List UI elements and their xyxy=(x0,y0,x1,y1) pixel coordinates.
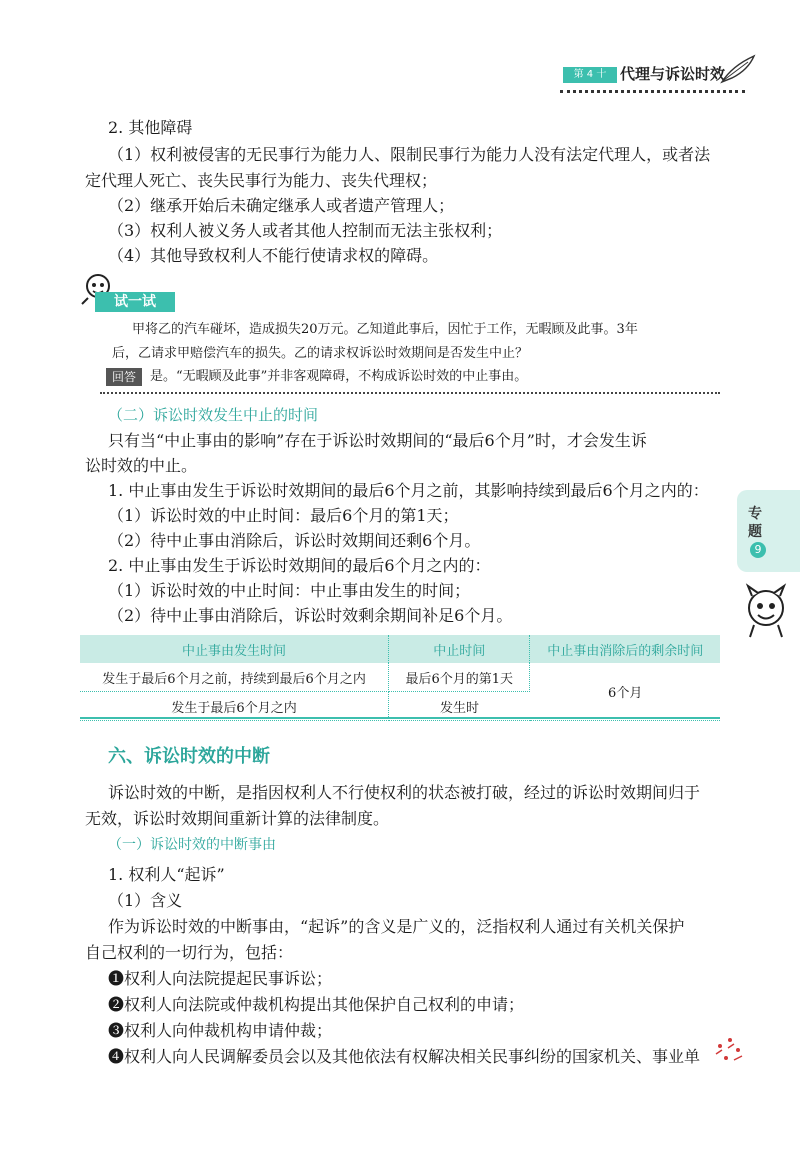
list-item: ❷权利人向法院或仲裁机构提出其他保护自己权利的申请； xyxy=(108,995,525,1014)
paragraph-line: 只有当“中止事由的影响”存在于诉讼时效期间的“最后6个月”时，才会发生诉 xyxy=(108,431,647,450)
header-divider xyxy=(560,90,745,93)
subsection-heading: （二）诉讼时效发生中止的时间 xyxy=(108,406,319,424)
list-item: ❶权利人向法院提起民事诉讼； xyxy=(108,969,333,988)
table-bottom-rule xyxy=(80,717,720,719)
table-cell: 最后6个月的第1天 xyxy=(389,663,530,692)
table-row xyxy=(80,663,720,692)
chapter-chip: 第 4 十 xyxy=(563,67,617,83)
paragraph-line: 1. 权利人“起诉” xyxy=(108,865,225,884)
paragraph-line: 定代理人死亡、丧失民事行为能力、丧失代理权； xyxy=(85,171,438,190)
paragraph-line: 诉讼时效的中断，是指因权利人不行使权利的状态被打破，经过的诉讼时效期间归于 xyxy=(108,783,701,802)
table-cell: 发生于最后6个月之内 xyxy=(80,692,389,721)
table-header-cell: 中止事由消除后的剩余时间 xyxy=(530,635,720,663)
feather-icon xyxy=(718,52,758,86)
paragraph-line: （3）权利人被义务人或者其他人控制而无法主张权利； xyxy=(108,221,503,240)
decorative-stamp-icon xyxy=(708,1032,750,1068)
answer-label: 回答 xyxy=(106,368,142,386)
paragraph-line: （1）含义 xyxy=(108,891,183,910)
section-heading: 2. 其他障碍 xyxy=(108,118,193,137)
paragraph-line: （1）诉讼时效的中止时间：最后6个月的第1天； xyxy=(108,506,459,525)
paragraph-line: 自己权利的一切行为，包括： xyxy=(85,943,294,962)
table-header-cell: 中止事由发生时间 xyxy=(80,635,389,663)
try-box-divider xyxy=(100,392,720,394)
paragraph-line: 作为诉讼时效的中断事由，“起诉”的含义是广义的，泛指权利人通过有关机关保护 xyxy=(108,917,685,936)
section-heading: 六、诉讼时效的中断 xyxy=(108,746,270,767)
suspension-table xyxy=(80,635,720,721)
list-item: ❹权利人向人民调解委员会以及其他依法有权解决相关民事纠纷的国家机关、事业单 xyxy=(108,1047,701,1066)
try-it-label: 试一试 xyxy=(95,292,175,312)
paragraph-line: （2）待中止事由消除后，诉讼时效剩余期间补足6个月。 xyxy=(108,606,513,625)
table-cell: 发生时 xyxy=(389,692,530,721)
paragraph-line: （1）诉讼时效的中止时间：中止事由发生的时间； xyxy=(108,581,471,600)
paragraph-line: 无效，诉讼时效期间重新计算的法律制度。 xyxy=(85,809,390,828)
paragraph-line: 讼时效的中止。 xyxy=(85,456,198,475)
paragraph-line: （2）继承开始后未确定继承人或者遗产管理人； xyxy=(108,196,455,215)
paragraph-line: 1. 中止事由发生于诉讼时效期间的最后6个月之前，其影响持续到最后6个月之内的： xyxy=(108,481,709,500)
cartoon-cat-icon xyxy=(738,582,796,640)
table-cell: 6个月 xyxy=(530,663,720,721)
paragraph-line: （1）权利被侵害的无民事行为能力人、限制民事行为能力人没有法定代理人，或者法 xyxy=(108,145,711,164)
side-tab-number: 9 xyxy=(750,542,766,558)
answer-text: 是。“无暇顾及此事”并非客观障碍，不构成诉讼时效的中止事由。 xyxy=(150,369,528,384)
paragraph-line: 2. 中止事由发生于诉讼时效期间的最后6个月之内的： xyxy=(108,556,491,575)
table-header-row xyxy=(80,635,720,663)
side-tab-label: 专题 xyxy=(748,506,762,540)
side-tab xyxy=(737,490,800,572)
table-header-cell: 中止时间 xyxy=(389,635,530,663)
table-cell: 发生于最后6个月之前，持续到最后6个月之内 xyxy=(80,663,389,692)
chapter-title: 代理与诉讼时效 xyxy=(620,65,726,83)
subsection-heading: （一）诉讼时效的中断事由 xyxy=(108,837,276,853)
paragraph-line: （4）其他导致权利人不能行使请求权的障碍。 xyxy=(108,246,439,265)
paragraph-line: （2）待中止事由消除后，诉讼时效期间还剩6个月。 xyxy=(108,531,481,550)
list-item: ❸权利人向仲裁机构申请仲裁； xyxy=(108,1021,333,1040)
try-question-line: 甲将乙的汽车碰坏，造成损失20万元。乙知道此事后，因忙于工作，无暇顾及此事。3年 xyxy=(132,322,638,337)
try-question-line: 后，乙请求甲赔偿汽车的损失。乙的请求权诉讼时效期间是否发生中止？ xyxy=(112,346,529,361)
